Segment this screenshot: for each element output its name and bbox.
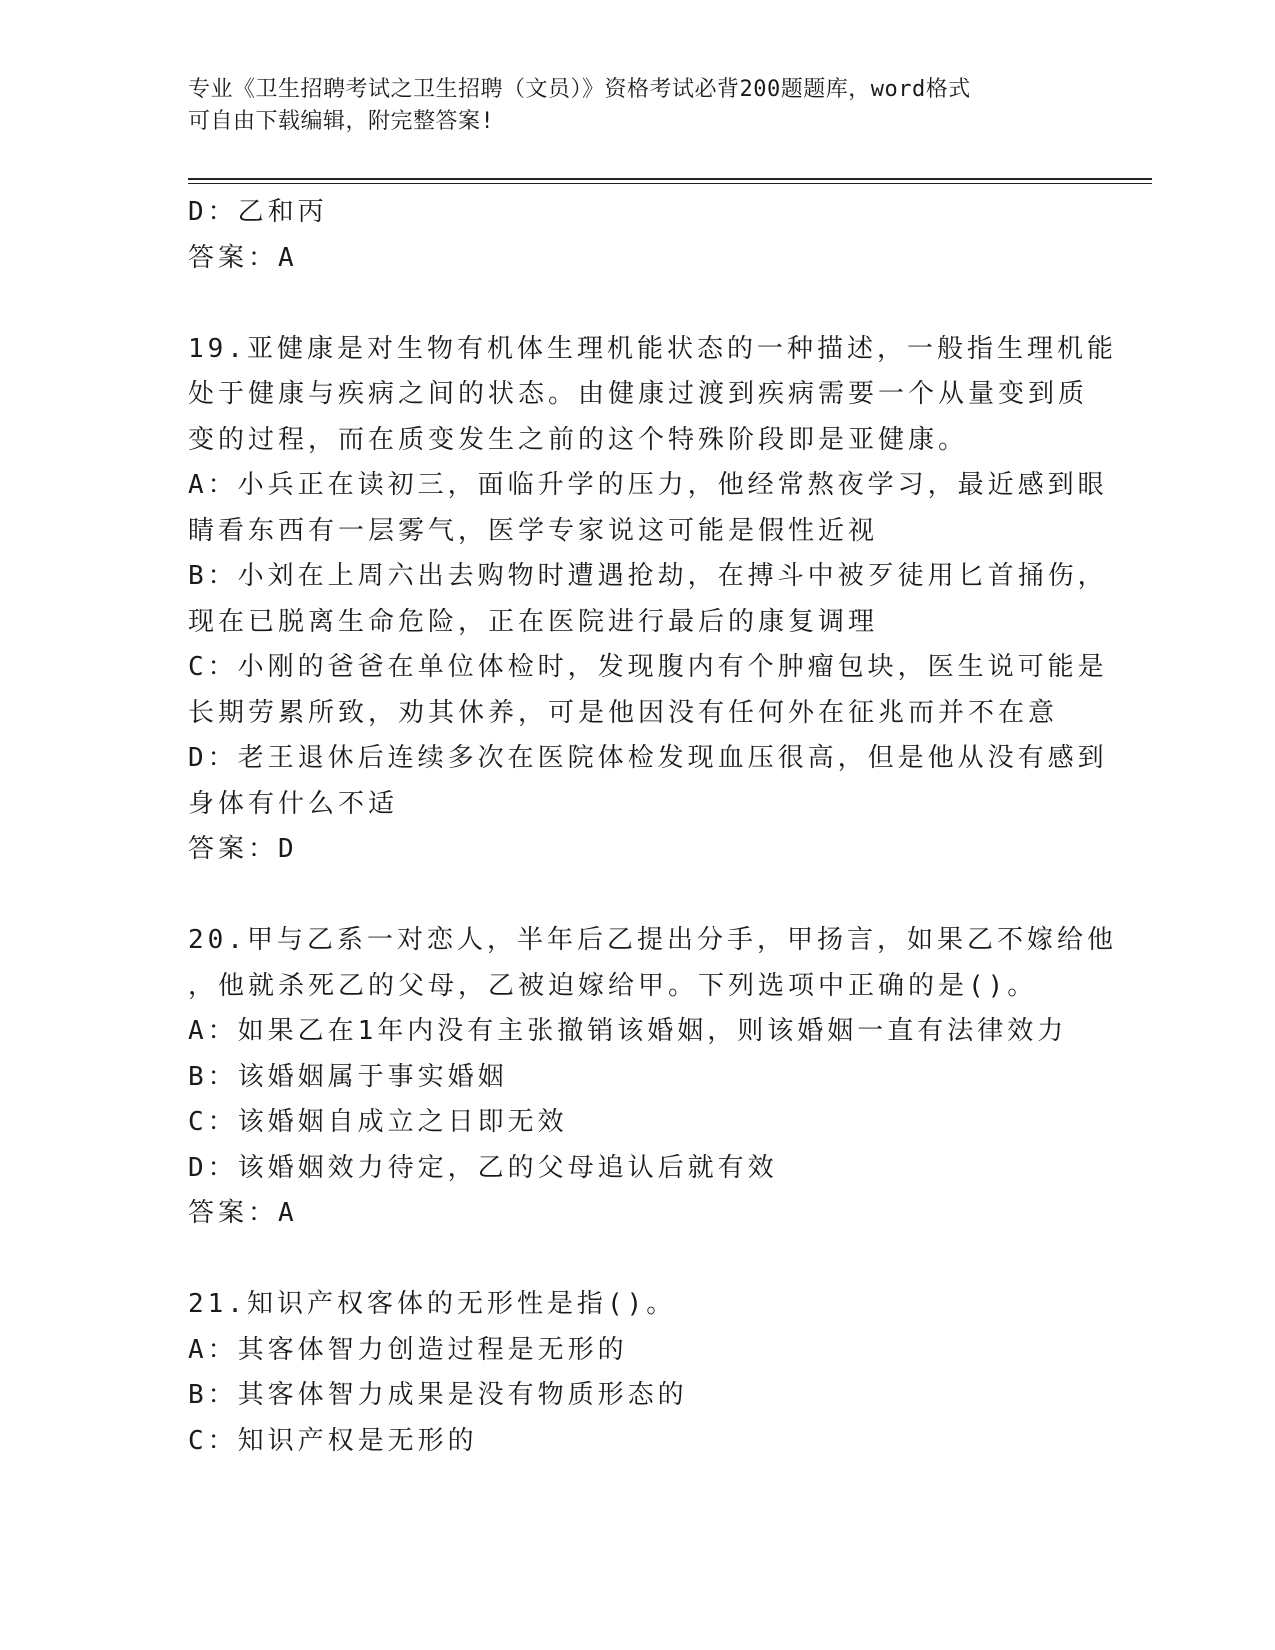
question-20 (188, 918, 1117, 1237)
header-rule-thin (188, 183, 1152, 184)
option-b-cont: 现在已脱离生命危险，正在医院进行最后的康复调理 (188, 606, 879, 637)
question-stem: 21.知识产权客体的无形性是指()。 (188, 1289, 677, 1319)
option-a: A：小兵正在读初三，面临升学的压力，他经常熬夜学习，最近感到眼 (188, 470, 1108, 500)
option-d: D：乙和丙 (188, 197, 328, 227)
option-a-cont: 睛看东西有一层雾气，医学专家说这可能是假性近视 (188, 515, 879, 546)
question-stem: 20.甲与乙系一对恋人，半年后乙提出分手，甲扬言，如果乙不嫁给他 (188, 925, 1117, 955)
page-header (188, 74, 1068, 138)
question-21 (188, 1282, 1088, 1464)
option-b: B：该婚姻属于事实婚姻 (188, 1061, 508, 1092)
question-19 (188, 327, 1117, 873)
option-c: C：小刚的爸爸在单位体检时，发现腹内有个肿瘤包块，医生说可能是 (188, 652, 1108, 682)
option-a: A：如果乙在1年内没有主张撤销该婚姻，则该婚姻一直有法律效力 (188, 1016, 1068, 1046)
question-content (188, 190, 1117, 1464)
answer: 答案：A (188, 1198, 298, 1228)
option-d: D：该婚姻效力待定，乙的父母追认后就有效 (188, 1152, 778, 1183)
question-stem: ，他就杀死乙的父母，乙被迫嫁给甲。下列选项中正确的是()。 (188, 970, 1038, 1001)
question-stem: 变的过程，而在质变发生之前的这个特殊阶段即是亚健康。 (188, 424, 969, 455)
option-d-cont: 身体有什么不适 (188, 788, 399, 819)
question-stem: 处于健康与疾病之间的状态。由健康过渡到疾病需要一个从量变到质 (188, 379, 1089, 409)
option-c-cont: 长期劳累所致，劝其休养，可是他因没有任何外在征兆而并不在意 (188, 697, 1059, 728)
option-b: B：小刘在上周六出去购物时遭遇抢劫，在搏斗中被歹徒用匕首捅伤， (188, 561, 1108, 591)
answer: 答案：A (188, 242, 298, 273)
option-c: C：知识产权是无形的 (188, 1425, 478, 1456)
option-d: D：老王退休后连续多次在医院体检发现血压很高，但是他从没有感到 (188, 743, 1108, 773)
answer: 答案：D (188, 834, 298, 864)
header-line-1: 专业《卫生招聘考试之卫生招聘（文员）》资格考试必背200题题库，word格式 (188, 77, 971, 102)
question-stem: 19.亚健康是对生物有机体生理机能状态的一种描述，一般指生理机能 (188, 333, 1117, 364)
option-b: B：其客体智力成果是没有物质形态的 (188, 1380, 688, 1410)
prev-question-tail (188, 190, 1088, 281)
header-line-2: 可自由下载编辑，附完整答案! (188, 109, 495, 134)
header-rule-thick (188, 178, 1152, 180)
option-c: C：该婚姻自成立之日即无效 (188, 1107, 568, 1137)
option-a: A：其客体智力创造过程是无形的 (188, 1334, 628, 1365)
